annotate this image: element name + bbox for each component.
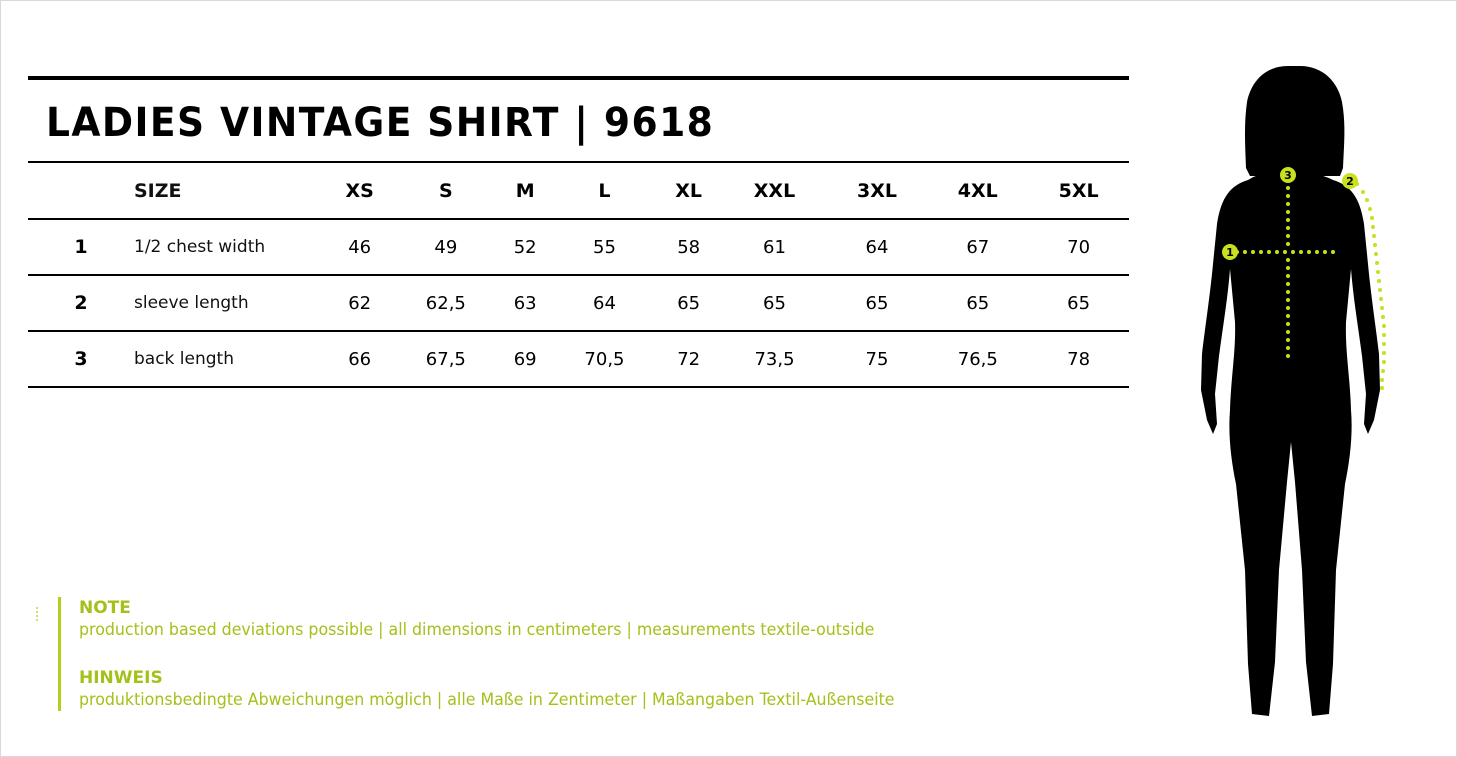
size-m: M [496,164,554,219]
table-cell: 66 [324,331,395,387]
svg-text:2: 2 [1346,175,1354,188]
silhouette-icon [1201,66,1380,716]
size-s: S [395,164,496,219]
table-cell: 65 [1028,275,1129,331]
header-blank [28,164,134,219]
table-cell: 72 [655,331,722,387]
table-cell: 73,5 [722,331,826,387]
size-4xl: 4XL [927,164,1028,219]
size-5xl: 5XL [1028,164,1129,219]
table-cell: 58 [655,219,722,275]
table-cell: 61 [722,219,826,275]
table-cell: 65 [722,275,826,331]
marker-2 [1342,173,1358,189]
table-cell: 55 [554,219,655,275]
table-cell: 75 [827,331,928,387]
size-xl: XL [655,164,722,219]
table-cell: 65 [927,275,1028,331]
table-cell: 70 [1028,219,1129,275]
hinweis-text: produktionsbedingte Abweichungen möglich | alle Maße in Zentimeter | Maßangaben Textil-Außenseite [79,690,895,710]
row-number: 2 [28,275,134,331]
table-cell: 46 [324,219,395,275]
table-cell: 78 [1028,331,1129,387]
table-cell: 64 [554,275,655,331]
female-silhouette-diagram [1195,64,1395,724]
table-cell: 64 [827,219,928,275]
size-header-label: SIZE [134,164,324,219]
decorative-tick [36,607,40,621]
row-number: 1 [28,219,134,275]
size-xs: XS [324,164,395,219]
size-table [28,164,1129,388]
table-row [28,219,1129,275]
top-rule [28,76,1129,80]
note-heading: NOTE [79,598,131,618]
svg-text:3: 3 [1284,169,1292,182]
table-cell: 67 [927,219,1028,275]
row-label: back length [134,331,324,387]
table-cell: 62 [324,275,395,331]
table-cell: 49 [395,219,496,275]
table-cell: 76,5 [927,331,1028,387]
svg-text:1: 1 [1226,246,1234,259]
notes-block [58,597,956,711]
title-rule [28,161,1129,163]
hinweis-heading: HINWEIS [79,668,163,688]
row-label: 1/2 chest width [134,219,324,275]
row-label: sleeve length [134,275,324,331]
table-cell: 69 [496,331,554,387]
table-cell: 65 [655,275,722,331]
table-row [28,331,1129,387]
marker-1 [1222,244,1238,260]
table-cell: 70,5 [554,331,655,387]
table-row [28,275,1129,331]
note-text: production based deviations possible | all dimensions in centimeters | measurements textile-outside [79,620,875,640]
size-header-row [28,164,1129,219]
size-xxl: XXL [722,164,826,219]
size-3xl: 3XL [827,164,928,219]
table-cell: 67,5 [395,331,496,387]
table-cell: 62,5 [395,275,496,331]
table-cell: 65 [827,275,928,331]
page-title: LADIES VINTAGE SHIRT | 9618 [46,100,715,146]
size-l: L [554,164,655,219]
marker-3 [1280,167,1296,183]
row-number: 3 [28,331,134,387]
table-cell: 63 [496,275,554,331]
table-cell: 52 [496,219,554,275]
